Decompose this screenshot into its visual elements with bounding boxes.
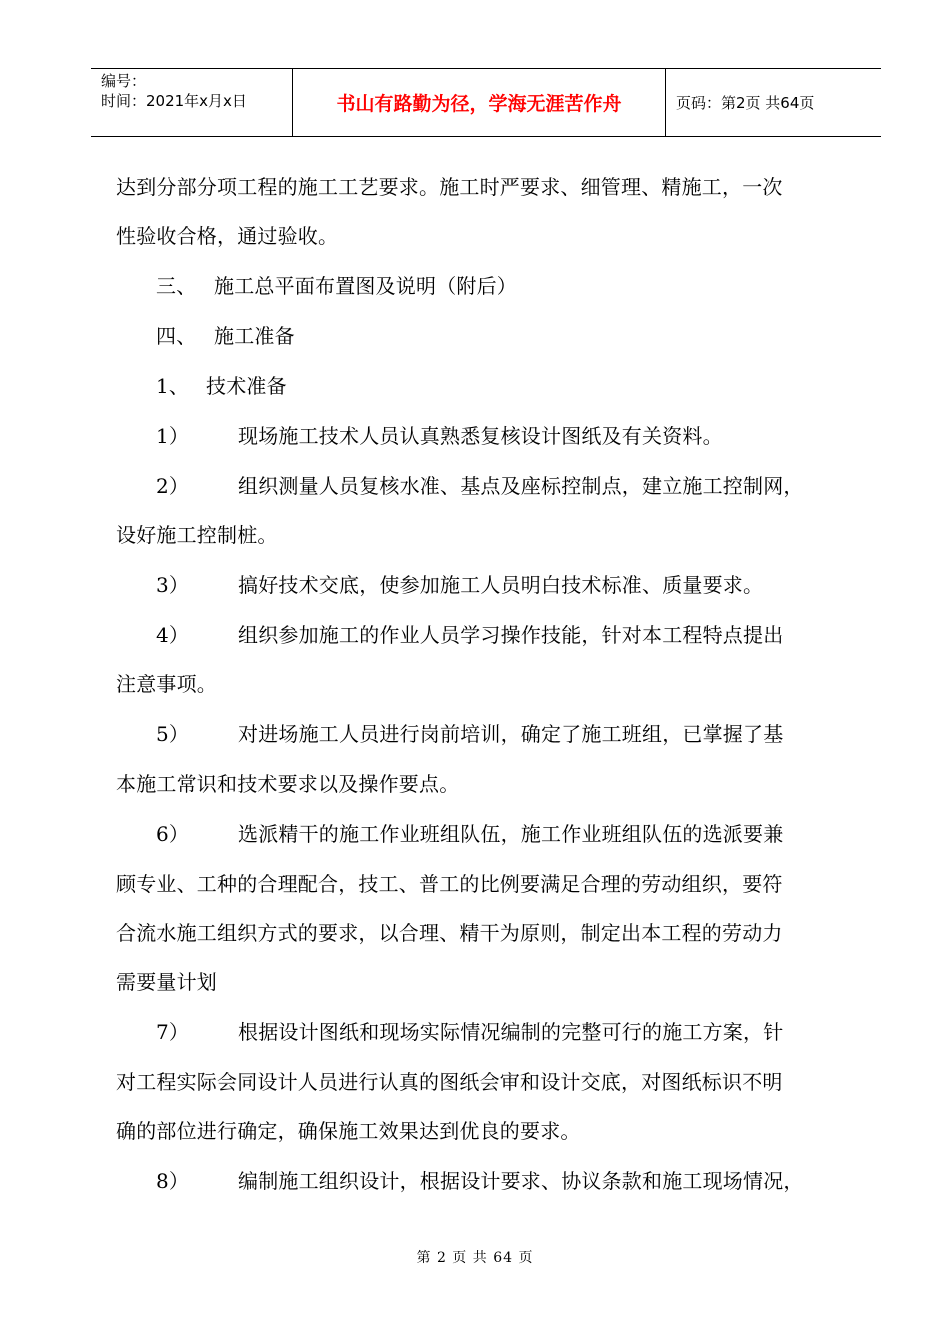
subsection-title: 技术准备 — [206, 374, 287, 398]
item-number: 7） — [156, 1020, 190, 1044]
section-title: 施工总平面布置图及说明（附后） — [214, 274, 517, 298]
body-line: 本施工常识和技术要求以及操作要点。 — [116, 772, 460, 796]
body-line: 合流水施工组织方式的要求，以合理、精干为原则，制定出本工程的劳动力 — [116, 921, 783, 945]
body-line: 达到分部分项工程的施工工艺要求。施工时严要求、细管理、精施工，一次 — [116, 175, 783, 199]
section-number: 四、 — [156, 324, 197, 348]
list-item — [156, 422, 723, 450]
item-number: 2） — [156, 474, 190, 498]
item-number: 4） — [156, 623, 190, 647]
item-text: 对进场施工人员进行岗前培训，确定了施工班组，已掌握了基 — [238, 722, 784, 746]
list-item — [156, 621, 783, 649]
header-motto: 书山有路勤为径，学海无涯苦作舟 — [336, 93, 622, 115]
section-title: 施工准备 — [214, 324, 295, 348]
subsection-heading — [156, 372, 287, 400]
section-heading — [156, 272, 517, 300]
item-text: 组织测量人员复核水准、基点及座标控制点，建立施工控制网， — [238, 474, 804, 498]
list-item — [156, 1167, 804, 1195]
list-item — [156, 472, 804, 500]
item-text: 搞好技术交底，使参加施工人员明白技术标准、质量要求。 — [238, 573, 764, 597]
list-item — [156, 720, 783, 748]
header-page-label: 页码：第2页 共64页 — [676, 94, 815, 112]
body-line: 设好施工控制桩。 — [116, 523, 278, 547]
header-motto-cell — [293, 69, 666, 136]
item-number: 1） — [156, 424, 190, 448]
body-line: 性验收合格，通过验收。 — [116, 224, 339, 248]
list-item — [156, 1018, 783, 1046]
body-line: 顾专业、工种的合理配合，技工、普工的比例要满足合理的劳动组织，要符 — [116, 872, 783, 896]
item-text: 根据设计图纸和现场实际情况编制的完整可行的施工方案，针 — [238, 1020, 784, 1044]
item-text: 组织参加施工的作业人员学习操作技能，针对本工程特点提出 — [238, 623, 784, 647]
header-page-cell — [666, 69, 881, 136]
body-line: 对工程实际会同设计人员进行认真的图纸会审和设计交底，对图纸标识不明 — [116, 1070, 783, 1094]
page-footer: 第 2 页 共 64 页 — [416, 1250, 534, 1266]
section-number: 三、 — [156, 274, 197, 298]
item-number: 3） — [156, 573, 190, 597]
subsection-number: 1、 — [156, 374, 190, 398]
item-number: 8） — [156, 1169, 190, 1193]
header-meta — [91, 69, 293, 136]
list-item — [156, 820, 783, 848]
item-text: 编制施工组织设计，根据设计要求、协议条款和施工现场情况， — [238, 1169, 804, 1193]
body-line: 确的部位进行确定，确保施工效果达到优良的要求。 — [116, 1119, 581, 1143]
header-time-label: 时间：2021年x月x日 — [101, 92, 247, 110]
item-number: 6） — [156, 822, 190, 846]
item-number: 5） — [156, 722, 190, 746]
section-heading — [156, 322, 295, 350]
document-header — [91, 68, 881, 137]
header-number-label: 编号： — [101, 72, 147, 90]
body-line: 注意事项。 — [116, 672, 217, 696]
list-item — [156, 571, 763, 599]
item-text: 选派精干的施工作业班组队伍，施工作业班组队伍的选派要兼 — [238, 822, 784, 846]
item-text: 现场施工技术人员认真熟悉复核设计图纸及有关资料。 — [238, 424, 723, 448]
body-line: 需要量计划 — [116, 970, 217, 994]
